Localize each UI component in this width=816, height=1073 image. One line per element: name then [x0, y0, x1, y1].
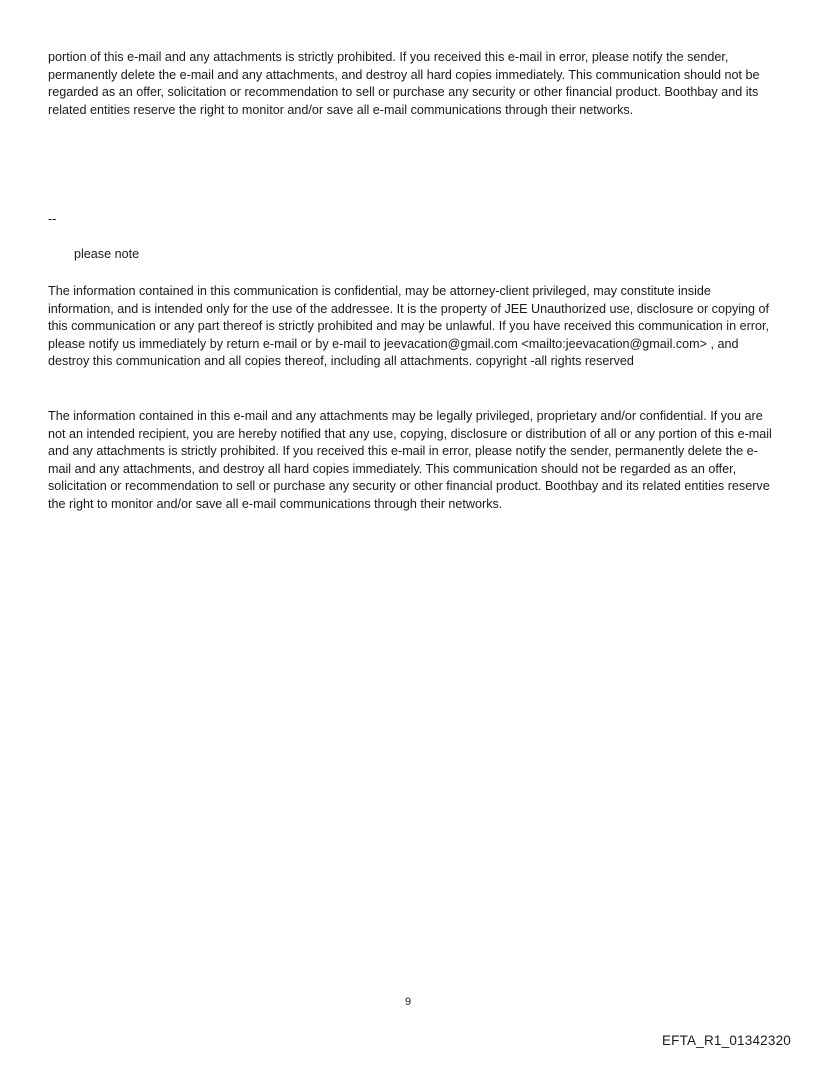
note-label: please note — [74, 247, 140, 261]
signature-separator: -- — [48, 212, 57, 226]
disclaimer-continuation: portion of this e-mail and any attachments is strictly prohibited. If you received this e-mail in error, please notify the sender, permanently delete the e-mail and any attachments, and destroy all hard copies immediately. This communication should not be regarded as an offer, solicitation or recommendation to sell or purchase any security or other financial product. Boothbay and its related entities reserve the right to monitor and/or save all e-mail communications through their networks. — [48, 50, 760, 117]
legal-disclaimer: The information contained in this e-mail and any attachments may be legally privileged, proprietary and/or confidential. If you are not an intended recipient, you are hereby notified that any use, copying, disclosure or distribution of all or any portion of this e-mail and any attachments is strictly prohibited. If you received this e-mail in error, please notify the sender, permanently delete the e-mail and any attachments, and destroy all hard copies immediately. This communication should not be regarded as an offer, solicitation or recommendation to sell or purchase any security or other financial product. Boothbay and its related entities reserve the right to monitor and/or save all e-mail communications through their networks. — [48, 409, 772, 511]
page-number: 9 — [404, 996, 412, 1008]
document-id: EFTA_R1_01342320 — [661, 1033, 791, 1048]
confidentiality-notice: The information contained in this communication is confidential, may be attorney-client privileged, may constitute inside information, and is intended only for the use of the addressee. It is the property of JEE Unauthorized use, disclosure or copying of this communication or any part thereof is strictly prohibited and may be unlawful. If you have received this communication in error, please notify us immediately by return e-mail or by e-mail to jeevacation@gmail.com <mailto:jeevacation@gmail.com> , and destroy this communication and all copies thereof, including all attachments. copyright -all rights reserved — [48, 284, 770, 368]
